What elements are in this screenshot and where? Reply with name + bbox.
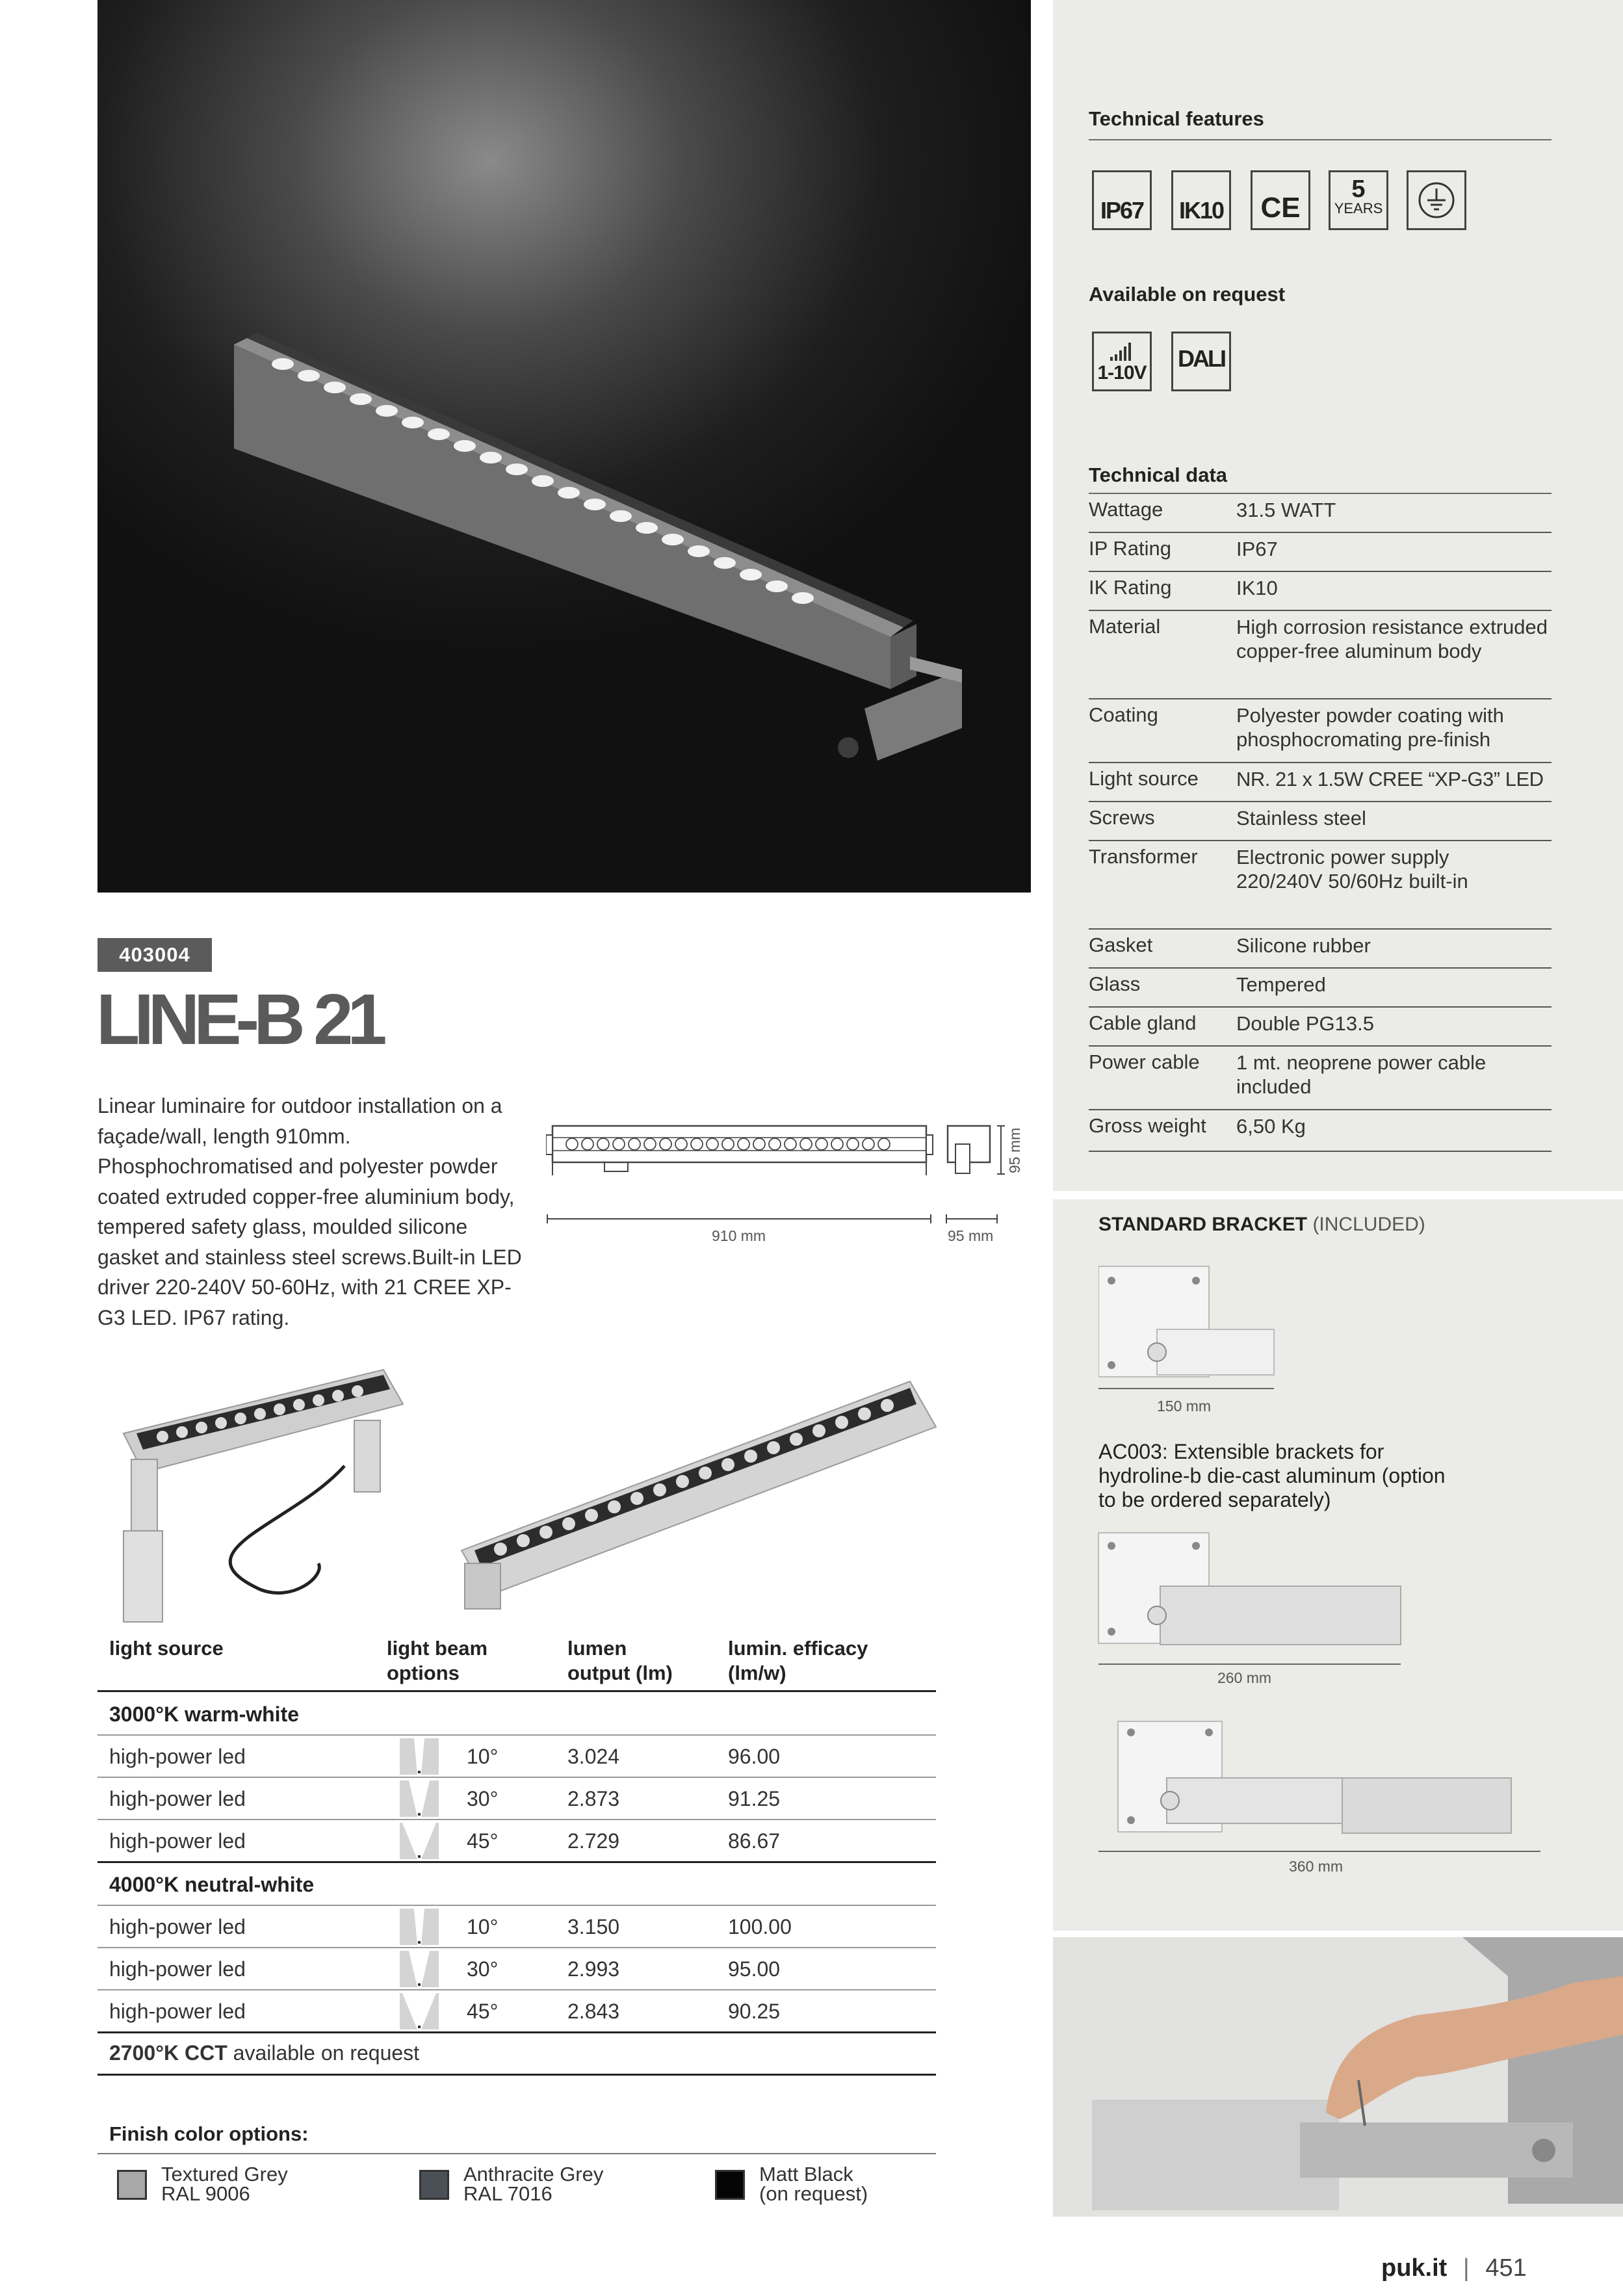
cell-angle: 30° xyxy=(467,1957,499,1981)
tech-data-row xyxy=(1089,494,1552,533)
cell-lumen: 2.843 xyxy=(567,2000,620,2023)
table-row xyxy=(97,1990,936,2033)
dali-badge: DALI xyxy=(1171,332,1231,391)
beam-45-icon xyxy=(400,1823,439,1859)
cct-note-bold: 2700°K CCT xyxy=(109,2041,227,2065)
cell-angle: 10° xyxy=(467,1915,499,1938)
cell-source: high-power led xyxy=(109,1787,246,1810)
tech-data-row xyxy=(1089,763,1552,802)
technical-data-title: Technical data xyxy=(1089,463,1228,486)
cell-efficacy: 91.25 xyxy=(728,1787,781,1810)
extensible-bracket-description: AC003: Extensible brackets for hydroline-b die-cast aluminum (option to be ordered separately) xyxy=(1098,1440,1446,1511)
col-light-source: light source xyxy=(109,1637,224,1660)
finish-name: Anthracite Grey xyxy=(463,2163,604,2185)
standard-bracket-drawing xyxy=(1098,1261,1293,1391)
beam-45-icon xyxy=(400,1993,439,2029)
table-header-rule xyxy=(97,1690,936,1692)
cell-source: high-power led xyxy=(109,2000,246,2023)
ce-mark-badge: CE xyxy=(1251,170,1310,230)
length-dimension: 910 mm xyxy=(712,1227,766,1244)
finish-name: Textured Grey xyxy=(161,2163,288,2185)
tech-value: Electronic power supply 220/240V 50/60Hz built-in xyxy=(1236,846,1468,893)
cell-angle: 45° xyxy=(467,2000,499,2023)
table-row xyxy=(97,1778,936,1820)
tech-key: Power cable xyxy=(1089,1050,1200,1073)
cell-source: high-power led xyxy=(109,1915,246,1938)
dimmer-1-10v-badge xyxy=(1092,332,1152,391)
finish-code: RAL 7016 xyxy=(463,2182,552,2205)
col-light-beam-line2: options xyxy=(387,1662,460,1684)
tech-value: 1 mt. neoprene power cable included xyxy=(1236,1051,1487,1098)
tech-value: High corrosion resistance extruded copper-free aluminum body xyxy=(1236,616,1548,662)
tech-data-row xyxy=(1089,1008,1552,1047)
brand-link[interactable]: puk.it xyxy=(1381,2254,1448,2282)
height-dimension: 95 mm xyxy=(1006,1127,1023,1173)
product-description: Linear luminaire for outdoor installation on a façade/wall, length 910mm. Phosphochromatised and polyester powder coated extruded copper-free aluminium body, tempered safety glass, moulded silicone gasket and stainless steel screws.Built-in LED driver 220-240V 50-60Hz, with 21 CREE XP-G3 LED. IP67 rating. xyxy=(97,1094,522,1329)
extensible-bracket-360-dimension: 360 mm xyxy=(1289,1858,1344,1875)
warranty-label: YEARS xyxy=(1334,200,1383,216)
product-code: 403004 xyxy=(97,938,212,972)
extensible-bracket-260-dimension: 260 mm xyxy=(1217,1669,1272,1686)
cell-efficacy: 100.00 xyxy=(728,1915,792,1938)
ik10-badge: IK10 xyxy=(1171,170,1231,230)
cell-angle: 10° xyxy=(467,1745,499,1768)
standard-bracket-title: STANDARD BRACKET xyxy=(1098,1214,1308,1235)
col-efficacy-line2: (lm/w) xyxy=(728,1662,786,1684)
tech-data-row xyxy=(1089,699,1552,763)
beam-10-icon xyxy=(400,1738,439,1775)
table-row xyxy=(97,1906,936,1948)
table-bottom-rule xyxy=(97,2074,936,2076)
extensible-bracket-360-drawing xyxy=(1095,1716,1550,1859)
cell-efficacy: 96.00 xyxy=(728,1745,781,1768)
finish-name: Matt Black xyxy=(759,2163,853,2185)
cell-lumen: 2.873 xyxy=(567,1787,620,1810)
finish-option-label xyxy=(463,2165,603,2204)
tech-data-row xyxy=(1089,841,1552,930)
beam-10-icon xyxy=(400,1909,439,1945)
tech-data-row xyxy=(1089,1110,1552,1152)
tech-data-row xyxy=(1089,930,1552,969)
product-variant-photos xyxy=(97,1355,942,1628)
ground-earth-icon xyxy=(1407,170,1466,230)
cell-efficacy: 95.00 xyxy=(728,1957,781,1981)
tech-key: IP Rating xyxy=(1089,537,1171,560)
tech-key: Wattage xyxy=(1089,498,1163,521)
group-warm-white xyxy=(97,1693,936,1736)
col-efficacy xyxy=(728,1636,868,1686)
technical-features-title: Technical features xyxy=(1089,107,1264,130)
tech-key: Transformer xyxy=(1089,845,1198,868)
cell-angle: 30° xyxy=(467,1787,499,1810)
standard-bracket-note: (INCLUDED) xyxy=(1312,1214,1425,1235)
tech-data-row xyxy=(1089,572,1552,611)
five-years-warranty-badge xyxy=(1329,170,1388,230)
tech-key: Gross weight xyxy=(1089,1114,1206,1137)
luminaire-illustration xyxy=(97,0,1031,893)
divider xyxy=(1089,139,1552,140)
installation-photo xyxy=(1053,1937,1623,2217)
col-lumen-line1: lumen xyxy=(567,1637,627,1660)
table-row xyxy=(97,1736,936,1778)
page-number: 451 xyxy=(1485,2254,1527,2282)
finish-option-label xyxy=(161,2165,288,2204)
tech-value: NR. 21 x 1.5W CREE “XP-G3” LED xyxy=(1236,768,1544,790)
cell-lumen: 2.729 xyxy=(567,1829,620,1853)
tech-value: 6,50 Kg xyxy=(1236,1115,1306,1138)
col-lumen-line2: output (lm) xyxy=(567,1662,673,1684)
col-lumen-output xyxy=(567,1636,673,1686)
tech-key: IK Rating xyxy=(1089,576,1172,599)
tech-data-row xyxy=(1089,533,1552,572)
tech-value: Silicone rubber xyxy=(1236,934,1371,957)
swatch-textured-grey xyxy=(117,2170,147,2200)
tech-key: Material xyxy=(1089,615,1161,638)
tech-data-row xyxy=(1089,802,1552,841)
page-footer xyxy=(1381,2254,1527,2282)
tech-key: Glass xyxy=(1089,972,1141,995)
dimmer-label: 1-10V xyxy=(1097,362,1147,384)
table-row xyxy=(97,1820,936,1863)
col-efficacy-line1: lumin. efficacy xyxy=(728,1637,868,1660)
tech-key: Coating xyxy=(1089,703,1158,726)
divider xyxy=(97,2153,936,2154)
standard-bracket-heading xyxy=(1098,1214,1425,1236)
product-hero-photo xyxy=(97,0,1031,893)
finish-option-label xyxy=(759,2165,868,2204)
standard-bracket-dimension: 150 mm xyxy=(1157,1398,1212,1415)
signal-bars-icon xyxy=(1109,341,1135,362)
finish-code: RAL 9006 xyxy=(161,2182,250,2205)
tech-key: Screws xyxy=(1089,806,1155,829)
tech-value: IP67 xyxy=(1236,538,1278,560)
hand-installing-bracket-illustration xyxy=(1053,1937,1623,2217)
cell-angle: 45° xyxy=(467,1829,499,1853)
col-light-beam-line1: light beam xyxy=(387,1637,488,1660)
beam-30-icon xyxy=(400,1951,439,1987)
tech-value: Stainless steel xyxy=(1236,807,1366,829)
swatch-matt-black xyxy=(715,2170,745,2200)
cell-source: high-power led xyxy=(109,1957,246,1981)
tech-value: Tempered xyxy=(1236,973,1326,996)
tech-key: Light source xyxy=(1089,767,1199,790)
beam-30-icon xyxy=(400,1781,439,1817)
swatch-anthracite-grey xyxy=(419,2170,449,2200)
extensible-bracket-260-drawing xyxy=(1095,1528,1407,1677)
tech-value: Double PG13.5 xyxy=(1236,1012,1374,1035)
tech-value: 31.5 WATT xyxy=(1236,499,1336,521)
tech-data-row xyxy=(1089,611,1552,699)
cell-lumen: 2.993 xyxy=(567,1957,620,1981)
cell-lumen: 3.150 xyxy=(567,1915,620,1938)
col-light-beam xyxy=(387,1636,487,1686)
cell-lumen: 3.024 xyxy=(567,1745,620,1768)
depth-dimension: 95 mm xyxy=(948,1227,994,1244)
cell-efficacy: 86.67 xyxy=(728,1829,781,1853)
warranty-number: 5 xyxy=(1351,176,1366,203)
cct-note-text: available on request xyxy=(233,2041,420,2065)
tech-key: Gasket xyxy=(1089,933,1153,956)
group-title: 4000°K neutral-white xyxy=(109,1873,315,1896)
cct-note xyxy=(109,2041,419,2065)
group-neutral-white xyxy=(97,1864,936,1906)
finish-code: (on request) xyxy=(759,2182,868,2205)
cell-efficacy: 90.25 xyxy=(728,2000,781,2023)
ip67-badge: IP67 xyxy=(1092,170,1152,230)
finish-title: Finish color options: xyxy=(109,2122,309,2145)
group-title: 3000°K warm-white xyxy=(109,1702,300,1726)
tech-value: Polyester powder coating with phosphocromating pre-finish xyxy=(1236,704,1504,751)
available-on-request-title: Available on request xyxy=(1089,283,1286,306)
table-row xyxy=(97,1948,936,1990)
tech-data-row xyxy=(1089,969,1552,1008)
footer-separator: | xyxy=(1462,2254,1470,2282)
tech-value: IK10 xyxy=(1236,577,1278,599)
tech-key: Cable gland xyxy=(1089,1011,1197,1034)
cell-source: high-power led xyxy=(109,1829,246,1853)
tech-data-row xyxy=(1089,1047,1552,1110)
product-name: LINE-B 21 xyxy=(96,980,382,1060)
cell-source: high-power led xyxy=(109,1745,246,1768)
